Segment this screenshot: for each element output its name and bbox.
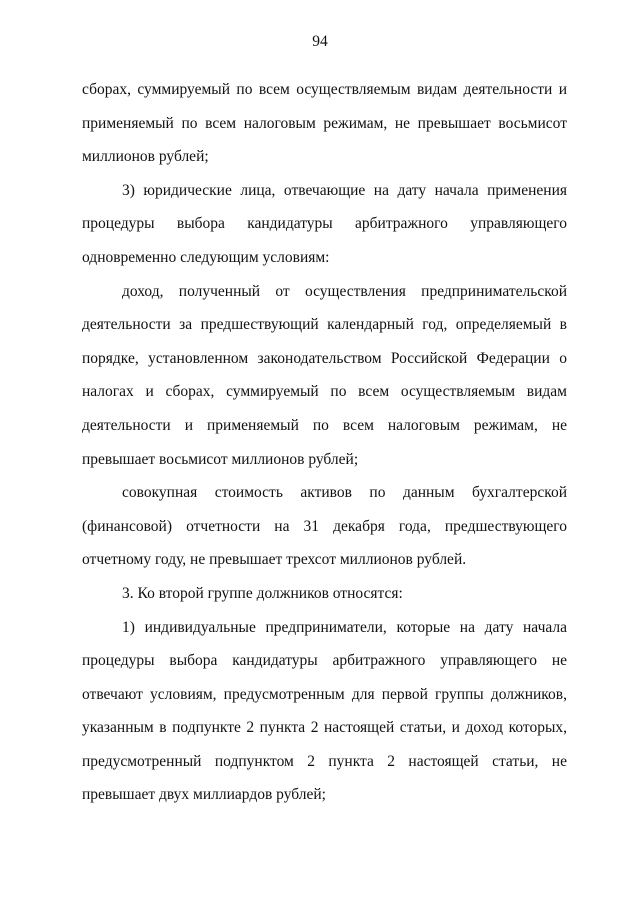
page-number: 94 xyxy=(312,33,328,50)
paragraph-item-1-entrepreneurs: 1) индивидуальные предприниматели, которые на дату начала процедуры выбора кандидатуры арбитражного управляющего не отвечают условиям, предусмотренным для первой группы должников, указанным в подпункте 2 пункта 2 настоящей статьи, и доход которых, предусмотренный подпунктом 2 пункта 2 настоящей статьи, не превышает двух миллиардов рублей; xyxy=(82,618,567,804)
document-body xyxy=(82,73,567,812)
paragraph-assets-condition: совокупная стоимость активов по данным бухгалтерской (финансовой) отчетности на 31 декабря года, предшествующего отчетному году, не превышает трехсот миллионов рублей. xyxy=(82,484,567,569)
paragraph-continuation: сборах, суммируемый по всем осуществляемым видам деятельности и применяемый по всем налоговым режимам, не превышает восьмисот миллионов рублей; xyxy=(82,81,567,166)
paragraph-item-3-legal-entities: 3) юридические лица, отвечающие на дату начала применения процедуры выбора кандидатуры арбитражного управляющего одновременно следующим условиям: xyxy=(82,181,567,266)
paragraph-second-group-heading: 3. Ко второй группе должников относятся: xyxy=(122,584,403,602)
paragraph-income-condition: доход, полученный от осуществления предпринимательской деятельности за предшествующий календарный год, определяемый в порядке, установленном законодательством Российской Федерации о налогах и сборах, суммируемый по всем осуществляемым видам деятельности и применяемый по всем налоговым режимам, не превышает восьмисот миллионов рублей; xyxy=(82,282,567,468)
